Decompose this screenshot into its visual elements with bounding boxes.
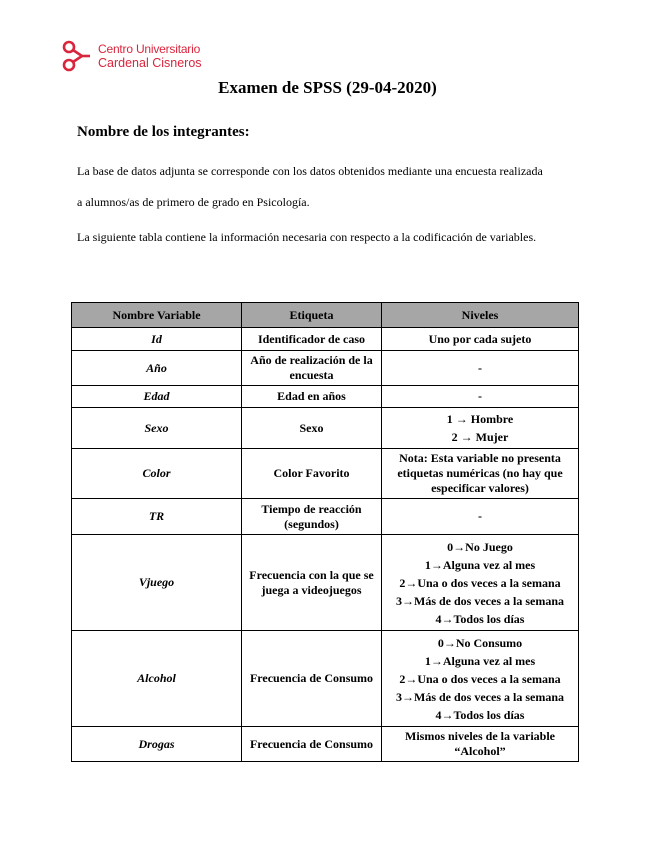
variable-levels <box>382 449 579 499</box>
variable-label: Tiempo de reacción (segundos) <box>242 499 382 535</box>
variable-name: Sexo <box>72 408 242 449</box>
table-row <box>72 328 579 351</box>
variable-label: Color Favorito <box>242 449 382 499</box>
level-item: 0→No Consumo <box>437 635 523 650</box>
header-label: Etiqueta <box>242 303 382 328</box>
level-item: 3→Más de dos veces a la semana <box>396 593 564 608</box>
table-header-row <box>72 303 579 328</box>
variable-levels <box>382 727 579 762</box>
logo-mark-icon <box>60 38 92 74</box>
variable-label: Frecuencia de Consumo <box>242 727 382 762</box>
table-row <box>72 408 579 449</box>
header-variable-name: Nombre Variable <box>72 303 242 328</box>
level-item: 4→Todos los días <box>435 707 525 722</box>
intro-paragraph-line1: La base de datos adjunta se corresponde con los datos obtenidos mediante una encuesta realizada <box>77 164 543 178</box>
variable-levels <box>382 386 579 408</box>
variable-levels <box>382 408 579 449</box>
table-row <box>72 535 579 631</box>
level-item: 2 → Mujer <box>451 430 509 444</box>
level-item: 4→Todos los días <box>435 611 525 626</box>
variable-levels <box>382 631 579 727</box>
variable-label: Año de realización de la encuesta <box>242 351 382 386</box>
intro-paragraph-line2: a alumnos/as de primero de grado en Psicología. <box>77 195 310 209</box>
table-row <box>72 449 579 499</box>
logo-line2: Cardenal Cisneros <box>98 56 202 70</box>
level-item: 1→Alguna vez al mes <box>424 557 536 572</box>
level-item: - <box>478 509 482 523</box>
table-row <box>72 727 579 762</box>
variable-name: Id <box>72 328 242 351</box>
variable-label: Frecuencia de Consumo <box>242 631 382 727</box>
university-logo <box>60 38 202 74</box>
variable-name: Alcohol <box>72 631 242 727</box>
header-levels: Niveles <box>382 303 579 328</box>
level-item: 2→Una o dos veces a la semana <box>399 671 561 686</box>
variable-name: TR <box>72 499 242 535</box>
variable-label: Frecuencia con la que se juega a videojuegos <box>242 535 382 631</box>
table-row <box>72 631 579 727</box>
level-item: 0→No Juego <box>447 539 513 554</box>
level-item: - <box>478 389 482 403</box>
table-intro-paragraph: La siguiente tabla contiene la información necesaria con respecto a la codificación de variables. <box>77 230 537 244</box>
level-item: 2→Una o dos veces a la semana <box>399 575 561 590</box>
variable-coding-table <box>71 302 579 762</box>
variable-label: Identificador de caso <box>242 328 382 351</box>
variable-levels <box>382 535 579 631</box>
variable-label: Edad en años <box>242 386 382 408</box>
level-note: Nota: Esta variable no presenta etiquetas numéricas (no hay que especificar valores) <box>397 451 563 495</box>
level-note: Mismos niveles de la variable “Alcohol” <box>405 729 555 758</box>
level-item: 1→Alguna vez al mes <box>424 653 536 668</box>
level-item: 1 → Hombre <box>446 412 514 426</box>
variable-name: Edad <box>72 386 242 408</box>
variable-levels <box>382 328 579 351</box>
variable-levels <box>382 499 579 535</box>
level-item: Uno por cada sujeto <box>428 331 532 346</box>
level-item: - <box>478 360 482 375</box>
table-row <box>72 499 579 535</box>
table-row <box>72 386 579 408</box>
variable-name: Color <box>72 449 242 499</box>
variable-name: Drogas <box>72 727 242 762</box>
variable-label: Sexo <box>242 408 382 449</box>
variable-name: Vjuego <box>72 535 242 631</box>
members-heading: Nombre de los integrantes: <box>77 124 250 140</box>
level-item: 3→Más de dos veces a la semana <box>396 689 564 704</box>
variable-levels <box>382 351 579 386</box>
page-title: Examen de SPSS (29-04-2020) <box>218 78 437 97</box>
table-row <box>72 351 579 386</box>
variable-name: Año <box>72 351 242 386</box>
logo-line1: Centro Universitario <box>98 42 201 56</box>
